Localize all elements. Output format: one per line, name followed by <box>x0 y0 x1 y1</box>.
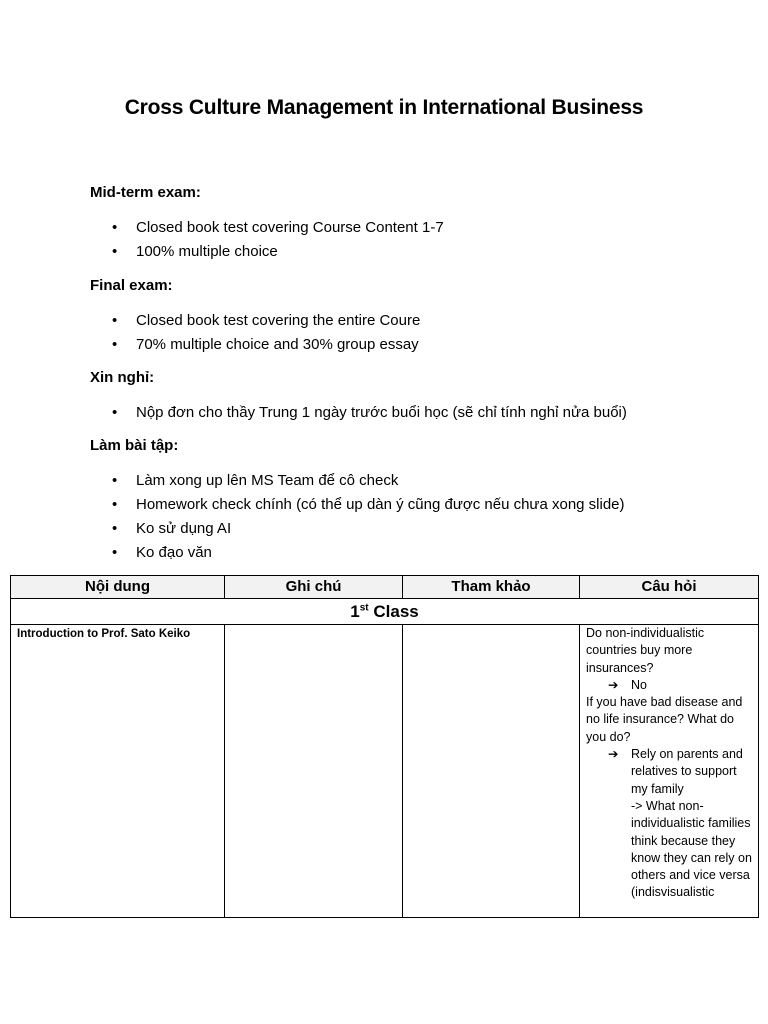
course-table <box>10 575 759 918</box>
answer-2: ➔ Rely on parents and relatives to support my family <box>608 747 743 796</box>
bullet-icon: • <box>112 496 118 513</box>
list-item: • Làm xong up lên MS Team để cô check <box>90 469 730 493</box>
list-item: • Closed book test covering Course Content 1-7 <box>90 216 730 240</box>
section-midterm <box>90 182 730 264</box>
bullet-icon: • <box>112 472 118 489</box>
table-header-row <box>11 576 759 599</box>
class-row <box>11 599 759 625</box>
question-2: If you have bad disease and no life insurance? What do you do? <box>586 695 743 744</box>
bullet-icon: • <box>112 312 118 329</box>
content-cell: Introduction to Prof. Sato Keiko <box>11 625 225 918</box>
leave-list <box>90 401 730 425</box>
section-leave <box>90 367 730 425</box>
list-item: • Closed book test covering the entire Coure <box>90 309 730 333</box>
homework-list <box>90 469 730 565</box>
bullet-icon: • <box>112 219 118 236</box>
header-questions: Câu hỏi <box>580 576 759 599</box>
class-title: 1st Class <box>11 599 759 625</box>
list-item: • 70% multiple choice and 30% group essay <box>90 333 730 357</box>
header-content: Nội dung <box>11 576 225 599</box>
document-title: Cross Culture Management in International Business <box>124 96 644 119</box>
bullet-icon: • <box>112 544 118 561</box>
header-notes: Ghi chú <box>225 576 403 599</box>
homework-heading: Làm bài tập: <box>90 437 179 454</box>
answer-1: ➔ No <box>586 677 754 694</box>
list-item: • Ko đạo văn <box>90 541 730 565</box>
bullet-icon: • <box>112 404 118 421</box>
final-heading: Final exam: <box>90 277 173 294</box>
final-list <box>90 309 730 357</box>
bullet-icon: • <box>112 520 118 537</box>
list-item: • 100% multiple choice <box>90 240 730 264</box>
questions-cell <box>580 625 759 918</box>
reference-cell <box>403 625 580 918</box>
midterm-heading: Mid-term exam: <box>90 184 201 201</box>
header-reference: Tham khảo <box>403 576 580 599</box>
list-item: • Homework check chính (có thể up dàn ý cũng được nếu chưa xong slide) <box>90 493 730 517</box>
bullet-icon: • <box>112 243 118 260</box>
section-homework <box>90 435 730 565</box>
notes-cell <box>225 625 403 918</box>
leave-heading: Xin nghỉ: <box>90 369 155 386</box>
bullet-icon: • <box>112 336 118 353</box>
answer-2-continued: -> What non-individualistic families think because they know they can rely on others and vice versa (indisvisualistic <box>631 798 752 900</box>
list-item: • Ko sử dụng AI <box>90 517 730 541</box>
section-final <box>90 275 730 357</box>
arrow-right-icon: ➔ <box>608 747 619 762</box>
arrow-right-icon: ➔ <box>608 677 619 692</box>
table-row <box>11 625 759 918</box>
list-item: • Nộp đơn cho thầy Trung 1 ngày trước buổi học (sẽ chỉ tính nghỉ nửa buổi) <box>90 401 730 425</box>
question-1: Do non-individualistic countries buy more insurances? <box>586 626 705 675</box>
midterm-list <box>90 216 730 264</box>
